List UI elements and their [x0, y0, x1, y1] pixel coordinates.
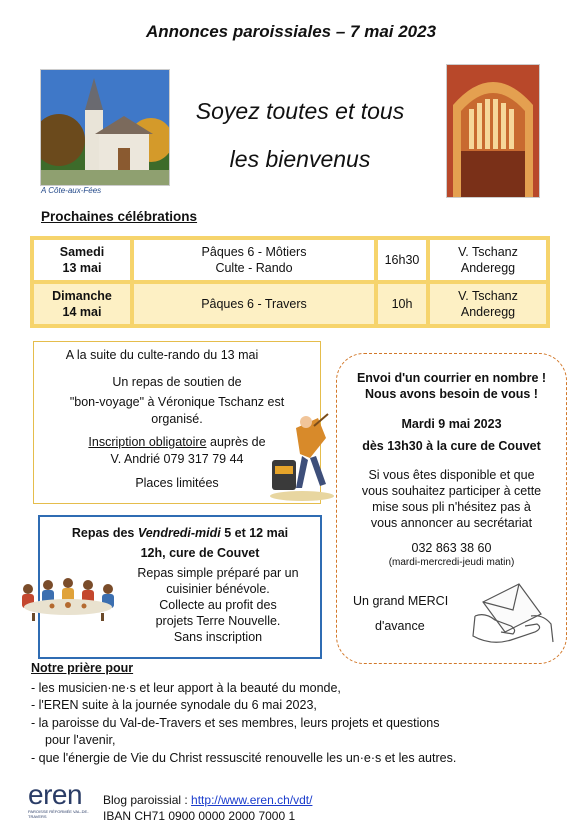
- row-description: Pâques 6 - Travers: [134, 284, 374, 324]
- rando-contact: V. Andrié 079 317 79 44: [110, 452, 244, 466]
- list-item: - que l'énergie de Vie du Christ ressuscité renouvelle les un·e·s et les autres.: [31, 750, 457, 765]
- rando-limit: Places limitées: [135, 476, 219, 490]
- prayer-section: [31, 660, 571, 767]
- iban-text: IBAN CH71 0900 0000 2000 7000 1: [103, 809, 296, 823]
- celebrations-table: [30, 236, 550, 328]
- prayer-list: [31, 680, 571, 768]
- blog-label: Blog paroissial :: [103, 793, 192, 807]
- row-minister: V. Tschanz Anderegg: [430, 284, 546, 324]
- rando-line: Un repas de soutien de: [112, 375, 242, 389]
- table-row: [34, 284, 546, 324]
- prayer-heading: Notre prière pour: [31, 661, 134, 675]
- list-item: - l'EREN suite à la journée synodale du 6 mai 2023,: [31, 698, 317, 712]
- eren-logo: eren PAROISSE RÉFORMÉE VAL-DE-TRAVERS: [28, 779, 89, 819]
- row-day: Samedi 13 mai: [34, 240, 130, 280]
- envelope-hand-illustration: [471, 576, 557, 648]
- welcome-line-1: Soyez toutes et tous: [195, 98, 405, 124]
- row-time: 10h: [378, 284, 426, 324]
- courrier-heading-2: Nous avons besoin de vous !: [365, 387, 538, 401]
- welcome-line-2: les bienvenus: [229, 146, 371, 172]
- row-time: 16h30: [378, 240, 426, 280]
- rando-intro: A la suite du culte-rando du 13 mai: [65, 348, 259, 362]
- repas-title: Repas des Vendredi-midi 5 et 12 mai: [71, 526, 289, 540]
- church-photo: [40, 69, 170, 186]
- courrier-heading-1: Envoi d'un courrier en nombre !: [356, 371, 547, 385]
- repas-body: Repas simple préparé par un cuisinier bénévole. Collecte au profit des projets Terre Nouvelle. Sans inscription: [137, 566, 299, 644]
- page-title: Annonces paroissiales – 7 mai 2023: [145, 22, 437, 41]
- courrier-hours: (mardi-mercredi-jeudi matin): [388, 557, 515, 568]
- list-item: - les musicien·ne·s et leur apport à la beauté du monde,: [31, 680, 341, 695]
- row-minister: V. Tschanz Anderegg: [430, 240, 546, 280]
- row-description: Pâques 6 - Môtiers Culte - Rando: [134, 240, 374, 280]
- courrier-merci-1: Un grand MERCI: [353, 594, 449, 608]
- courrier-when: dès 13h30 à la cure de Couvet: [362, 439, 541, 453]
- hiker-illustration: [266, 408, 336, 502]
- rando-line: organisé.: [151, 412, 203, 426]
- dinner-table-illustration: [18, 575, 118, 621]
- courrier-body: Si vous êtes disponible et que vous souhaitez participer à cette mise sous pli n'hésitez pas à vous annoncer au secrétariat: [361, 468, 542, 530]
- rando-line: "bon-voyage" à Véronique Tschanz est: [69, 395, 285, 409]
- blog-link[interactable]: http://www.eren.ch/vdt/: [191, 793, 313, 807]
- celebrations-heading: Prochaines célébrations: [41, 209, 198, 224]
- courrier-merci-2: d'avance: [375, 619, 425, 633]
- row-day: Dimanche 14 mai: [34, 284, 130, 324]
- photo-caption: A Côte-aux-Fées: [41, 186, 102, 195]
- organ-photo: [446, 64, 540, 198]
- rando-inscription: Inscription obligatoire auprès de: [88, 435, 266, 449]
- courrier-date: Mardi 9 mai 2023: [401, 417, 502, 431]
- list-item: - la paroisse du Val-de-Travers et ses membres, leurs projets et questions pour l'avenir,: [31, 715, 440, 747]
- courrier-box: [336, 353, 567, 664]
- footer-info: [103, 792, 312, 824]
- table-row: [34, 240, 546, 280]
- courrier-phone: 032 863 38 60: [411, 541, 492, 555]
- repas-time: 12h, cure de Couvet: [140, 546, 260, 560]
